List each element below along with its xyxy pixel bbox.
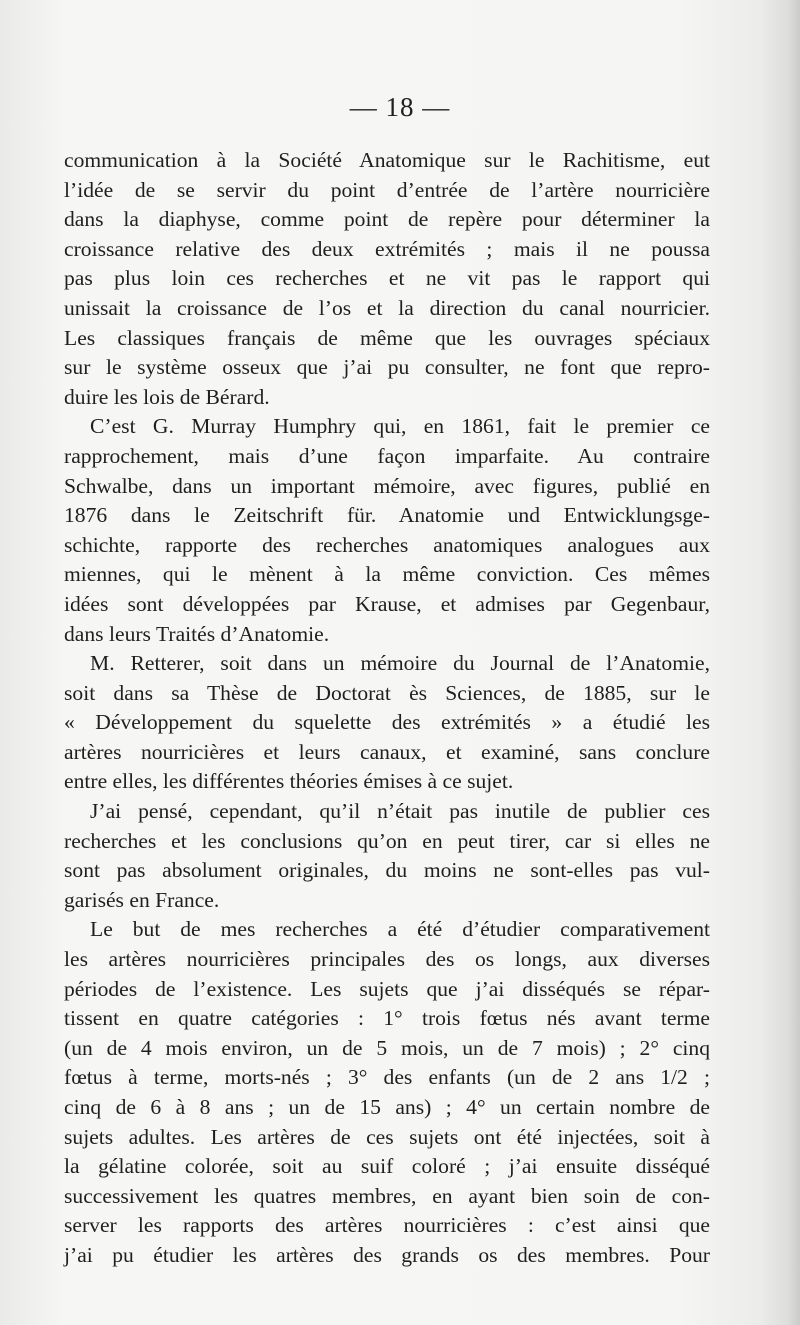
text-line: tissent en quatre catégories : 1° trois fœtus nés avant terme	[64, 1006, 710, 1031]
text-line: server les rapports des artères nourricières : c’est ainsi que	[64, 1213, 710, 1238]
text-line: rapprochement, mais d’une façon imparfaite. Au contraire	[64, 443, 710, 468]
text-line: entre elles, les différentes théories émises à ce sujet.	[64, 769, 514, 794]
text-line: dans leurs Traités d’Anatomie.	[64, 621, 330, 646]
page-number: — 18 —	[349, 92, 451, 122]
text-line: unissait la croissance de l’os et la direction du canal nourricier.	[64, 295, 710, 320]
text-line: Le but de mes recherches a été d’étudier comparativement	[90, 917, 710, 942]
text-line: J’ai pensé, cependant, qu’il n’était pas inutile de publier ces	[90, 799, 710, 824]
text-line: communication à la Société Anatomique sur le Rachitisme, eut	[64, 148, 710, 172]
text-line: dans la diaphyse, comme point de repère pour déterminer la	[64, 207, 710, 232]
text-line: schichte, rapporte des recherches anatomiques analogues aux	[64, 532, 710, 557]
text-line: recherches et les conclusions qu’on en peut tirer, car si elles ne	[64, 828, 710, 853]
text-line: duire les lois de Bérard.	[64, 384, 270, 409]
text-line: l’idée de se servir du point d’entrée de l’artère nourricière	[64, 177, 710, 202]
text-line: 1876 dans le Zeitschrift für. Anatomie und Entwicklungsge-	[64, 503, 710, 528]
text-line: garisés en France.	[64, 887, 220, 912]
text-line: artères nourricières et leurs canaux, et examiné, sans conclure	[64, 739, 710, 764]
body-text	[64, 146, 710, 1271]
text-line: successivement les quatres membres, en ayant bien soin de con-	[64, 1183, 710, 1208]
text-line: C’est G. Murray Humphry qui, en 1861, fait le premier ce	[90, 414, 710, 439]
page-edge-shadow	[760, 0, 800, 1325]
text-line: sont pas absolument originales, du moins ne sont-elles pas vul-	[64, 858, 710, 883]
text-line: soit dans sa Thèse de Doctorat ès Sciences, de 1885, sur le	[64, 680, 710, 705]
text-line: (un de 4 mois environ, un de 5 mois, un de 7 mois) ; 2° cinq	[64, 1035, 710, 1060]
text-line: Schwalbe, dans un important mémoire, avec figures, publié en	[64, 473, 710, 498]
text-line: la gélatine colorée, soit au suif coloré ; j’ai ensuite disséqué	[64, 1154, 710, 1179]
text-line: fœtus à terme, morts-nés ; 3° des enfants (un de 2 ans 1/2 ;	[64, 1065, 710, 1090]
text-line: sujets adultes. Les artères de ces sujets ont été injectées, soit à	[64, 1124, 710, 1149]
text-line: j’ai pu étudier les artères des grands os des membres. Pour	[64, 1242, 710, 1267]
text-line: sur le système osseux que j’ai pu consulter, ne font que repro-	[64, 355, 710, 380]
text-line: « Développement du squelette des extrémités » a étudié les	[64, 710, 710, 735]
text-line: M. Retterer, soit dans un mémoire du Journal de l’Anatomie,	[90, 651, 710, 676]
text-line: les artères nourricières principales des os longs, aux diverses	[64, 947, 710, 972]
text-line: Les classiques français de même que les ouvrages spéciaux	[64, 325, 710, 350]
text-line: idées sont développées par Krause, et admises par Gegenbaur,	[64, 591, 710, 616]
text-line: pas plus loin ces recherches et ne vit pas le rapport qui	[64, 266, 710, 291]
text-line: miennes, qui le mènent à la même conviction. Ces mêmes	[64, 562, 710, 587]
text-line: croissance relative des deux extrémités ; mais il ne poussa	[64, 236, 710, 261]
text-line: périodes de l’existence. Les sujets que j’ai disséqués se répar-	[64, 976, 710, 1001]
text-line: cinq de 6 à 8 ans ; un de 15 ans) ; 4° un certain nombre de	[64, 1095, 710, 1119]
